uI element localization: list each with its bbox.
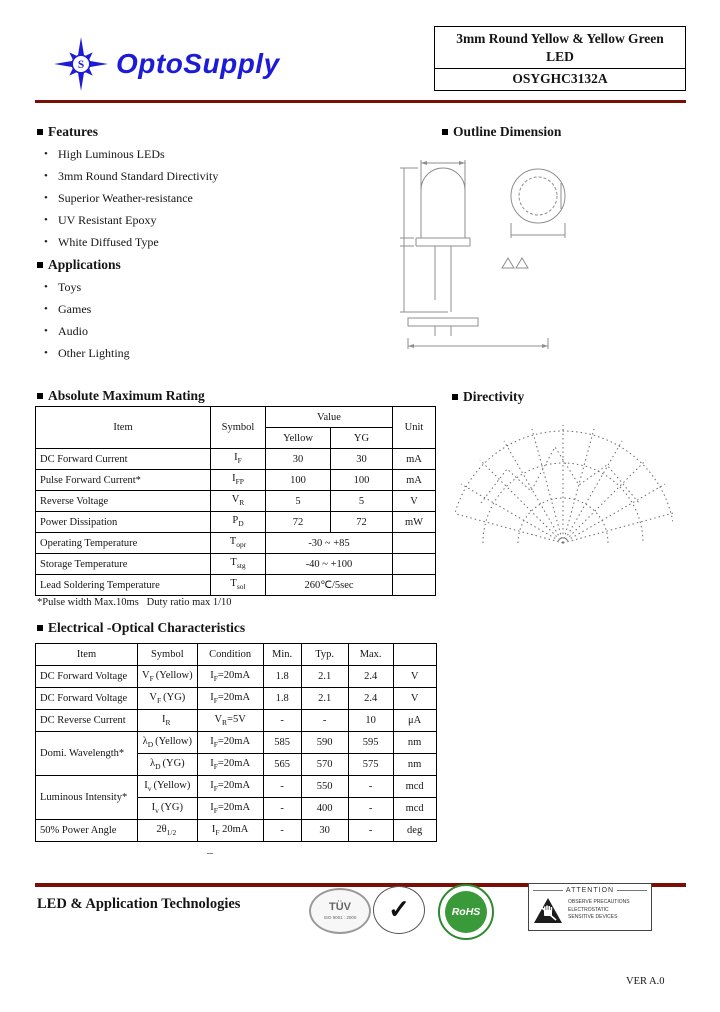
feature-text: White Diffused Type — [58, 234, 159, 249]
applications-list — [44, 276, 130, 364]
col-header-typ: Typ. — [301, 644, 348, 666]
cell-condition: $I_F=20mA$ — [197, 732, 263, 754]
square-bullet-icon — [452, 394, 458, 400]
cell-unit: nm — [393, 754, 436, 776]
cell-condition: $I_F=20mA$ — [197, 688, 263, 710]
features-heading-label: Features — [48, 124, 98, 139]
attention-line: ELECTROSTATIC — [568, 906, 609, 913]
col-header-unit — [393, 644, 436, 666]
cell-symbol: $T_{sol}$ — [211, 575, 266, 596]
cell-item: Power Dissipation — [36, 512, 211, 533]
cell-unit: mA — [393, 470, 436, 491]
col-header-symbol: Symbol — [211, 407, 266, 449]
cell-unit: V — [393, 491, 436, 512]
bullet-icon: • — [44, 192, 48, 204]
cell-unit: μA — [393, 710, 436, 732]
outline-heading-label: Outline Dimension — [453, 124, 562, 139]
cell-min: 1.8 — [263, 688, 301, 710]
list-item — [44, 342, 130, 364]
attention-box — [528, 883, 652, 931]
cell-max: 575 — [348, 754, 393, 776]
cell-min: 1.8 — [263, 666, 301, 688]
outline-dimension-drawing — [388, 150, 666, 358]
cell-typ: 2.1 — [301, 688, 348, 710]
cell-symbol: $\lambda_D$ (YG) — [138, 754, 198, 776]
cell-unit: V — [393, 688, 436, 710]
cell-symbol: $I_{FP}$ — [211, 470, 266, 491]
list-item — [44, 276, 130, 298]
checkmark-icon: ✓ — [388, 895, 410, 924]
application-text: Toys — [58, 279, 82, 294]
cell-unit: mcd — [393, 798, 436, 820]
cell-max: 2.4 — [348, 666, 393, 688]
cell-symbol: $I_R$ — [138, 710, 198, 732]
table-row — [36, 732, 437, 754]
table-row — [36, 820, 437, 842]
bullet-icon: • — [44, 347, 48, 359]
cell-min: - — [263, 798, 301, 820]
cell-item: Domi. Wavelength* — [36, 732, 138, 776]
cell-item: Pulse Forward Current* — [36, 470, 211, 491]
col-header-max: Max. — [348, 644, 393, 666]
cell-min: - — [263, 776, 301, 798]
list-item — [44, 231, 218, 253]
cell-typ: - — [301, 710, 348, 732]
cell-item: Luminous Intensity* — [36, 776, 138, 820]
version-label: VER A.0 — [626, 976, 665, 987]
cell-symbol: $V_R$ — [211, 491, 266, 512]
absmax-footnote: *Pulse width Max.10ms Duty ratio max 1/10 — [37, 597, 232, 608]
cell-value: 260℃/5sec — [266, 575, 393, 596]
logo-wordmark: OptoSupply — [116, 48, 280, 79]
cell-item: Lead Soldering Temperature — [36, 575, 211, 596]
table-row — [36, 554, 436, 575]
quality-check-badge — [373, 886, 425, 934]
cell-max: - — [348, 820, 393, 842]
cell-value: -40 ~ +100 — [266, 554, 393, 575]
rohs-label: RoHS — [445, 891, 487, 933]
cell-symbol: $P_D$ — [211, 512, 266, 533]
bullet-icon: • — [44, 170, 48, 182]
cell-symbol: $I_v$ (YG) — [138, 798, 198, 820]
cell-item: DC Forward Voltage — [36, 666, 138, 688]
absolute-maximum-rating-table — [35, 406, 436, 596]
cell-unit: V — [393, 666, 436, 688]
cell-item: 50% Power Angle — [36, 820, 138, 842]
table-row — [36, 533, 436, 554]
col-header-value: Value — [266, 407, 393, 428]
cell-max: - — [348, 798, 393, 820]
square-bullet-icon — [37, 129, 43, 135]
electrical-optical-table — [35, 643, 437, 842]
col-header-min: Min. — [263, 644, 301, 666]
cell-min: 565 — [263, 754, 301, 776]
application-text: Audio — [58, 323, 88, 338]
list-item — [44, 298, 130, 320]
cell-typ: 570 — [301, 754, 348, 776]
cell-condition: $I_F$ 20mA — [197, 820, 263, 842]
table-header-row — [36, 644, 437, 666]
col-header-condition: Condition — [197, 644, 263, 666]
col-header-yellow: Yellow — [266, 428, 331, 449]
attention-header — [533, 887, 647, 894]
cell-yg: 100 — [331, 470, 393, 491]
application-text: Games — [58, 301, 92, 316]
title-line-1: 3mm Round Yellow & Yellow Green — [456, 31, 664, 46]
attention-body — [533, 897, 647, 924]
cell-value: -30 ~ +85 — [266, 533, 393, 554]
list-item — [44, 165, 218, 187]
application-text: Other Lighting — [58, 345, 130, 360]
bullet-icon: • — [44, 303, 48, 315]
cell-typ: 400 — [301, 798, 348, 820]
cell-typ: 2.1 — [301, 666, 348, 688]
cell-min: 585 — [263, 732, 301, 754]
directivity-pattern — [455, 407, 673, 549]
absmax-heading-label: Absolute Maximum Rating — [48, 388, 205, 403]
cell-symbol: $V_F$ (YG) — [138, 688, 198, 710]
cell-condition: $I_F=20mA$ — [197, 666, 263, 688]
applications-heading — [37, 257, 121, 273]
cell-unit — [393, 554, 436, 575]
cell-typ: 590 — [301, 732, 348, 754]
cell-item: DC Forward Current — [36, 449, 211, 470]
cell-max: - — [348, 776, 393, 798]
company-logo — [54, 33, 280, 95]
cell-yellow: 100 — [266, 470, 331, 491]
applications-heading-label: Applications — [48, 257, 121, 272]
table-row — [36, 491, 436, 512]
cell-yellow: 5 — [266, 491, 331, 512]
bullet-icon: • — [44, 236, 48, 248]
square-bullet-icon — [442, 129, 448, 135]
square-bullet-icon — [37, 625, 43, 631]
attention-line: SENSITIVE DEVICES — [568, 914, 618, 921]
cell-item: Reverse Voltage — [36, 491, 211, 512]
features-heading — [37, 124, 98, 140]
col-header-unit: Unit — [393, 407, 436, 449]
rohs-compliance-badge — [438, 884, 494, 940]
cell-condition: $I_F=20mA$ — [197, 798, 263, 820]
cell-max: 10 — [348, 710, 393, 732]
feature-text: UV Resistant Epoxy — [58, 212, 157, 227]
tuv-label: TÜV — [329, 901, 351, 913]
col-header-item: Item — [36, 407, 211, 449]
cell-unit — [393, 575, 436, 596]
table-row — [36, 449, 436, 470]
table-row — [36, 688, 437, 710]
table-row — [36, 710, 437, 732]
directivity-heading-label: Directivity — [463, 389, 525, 404]
cell-min: - — [263, 710, 301, 732]
cell-unit: mcd — [393, 776, 436, 798]
tuv-iso-label: ISO 9001 : 2000 — [323, 915, 357, 920]
cell-typ: 550 — [301, 776, 348, 798]
absolute-maximum-rating-heading — [37, 388, 205, 404]
cell-symbol: $2\theta_{1/2}$ — [138, 820, 198, 842]
cell-yg: 72 — [331, 512, 393, 533]
cell-max: 2.4 — [348, 688, 393, 710]
title-line-2: LED — [546, 48, 574, 64]
feature-text: 3mm Round Standard Directivity — [58, 168, 219, 183]
attention-line: OBSERVE PRECAUTIONS — [568, 899, 630, 906]
logo-monogram: S — [77, 59, 85, 72]
cell-unit: nm — [393, 732, 436, 754]
cell-symbol: $V_F$ (Yellow) — [138, 666, 198, 688]
cell-typ: 30 — [301, 820, 348, 842]
optosupply-star-icon — [54, 33, 108, 95]
bullet-icon: • — [44, 214, 48, 226]
table-row — [36, 470, 436, 491]
title-box — [434, 26, 686, 91]
cell-symbol: $T_{stg}$ — [211, 554, 266, 575]
attention-text — [568, 899, 630, 922]
outline-dimension-heading — [442, 124, 561, 140]
cell-unit: mA — [393, 449, 436, 470]
header-rule — [35, 100, 686, 103]
cell-yg: 5 — [331, 491, 393, 512]
cell-yellow: 72 — [266, 512, 331, 533]
cell-max: 595 — [348, 732, 393, 754]
feature-text: Superior Weather-resistance — [58, 190, 193, 205]
cell-condition: $I_F=20mA$ — [197, 754, 263, 776]
cell-item: DC Reverse Current — [36, 710, 138, 732]
product-title — [434, 26, 686, 69]
cell-condition: $I_F=20mA$ — [197, 776, 263, 798]
divider — [617, 890, 647, 891]
cell-symbol: $I_v$ (Yellow) — [138, 776, 198, 798]
cell-condition: $V_R=5V$ — [197, 710, 263, 732]
col-header-yg: YG — [331, 428, 393, 449]
divider — [533, 890, 563, 891]
table-row — [36, 575, 436, 596]
eo-heading-label: Electrical -Optical Characteristics — [48, 620, 246, 635]
list-item — [44, 143, 218, 165]
square-bullet-icon — [37, 393, 43, 399]
list-item — [44, 187, 218, 209]
tuv-certification-badge — [309, 888, 371, 934]
cell-symbol: $\lambda_D$ (Yellow) — [138, 732, 198, 754]
cell-unit: deg — [393, 820, 436, 842]
cell-item: Storage Temperature — [36, 554, 211, 575]
cell-yellow: 30 — [266, 449, 331, 470]
bullet-icon: • — [44, 148, 48, 160]
table-row — [36, 512, 436, 533]
cell-item: DC Forward Voltage — [36, 688, 138, 710]
cell-min: - — [263, 820, 301, 842]
cell-symbol: $T_{opr}$ — [211, 533, 266, 554]
cell-yg: 30 — [331, 449, 393, 470]
part-number: OSYGHC3132A — [434, 69, 686, 91]
list-item — [44, 320, 130, 342]
esd-warning-icon — [533, 897, 563, 924]
cell-item: Operating Temperature — [36, 533, 211, 554]
bullet-icon: • — [44, 281, 48, 293]
square-bullet-icon — [37, 262, 43, 268]
col-header-symbol: Symbol — [138, 644, 198, 666]
page-marker: – — [207, 845, 213, 859]
bullet-icon: • — [44, 325, 48, 337]
electrical-optical-heading — [37, 620, 245, 636]
cell-symbol: $I_F$ — [211, 449, 266, 470]
table-row — [36, 666, 437, 688]
footer-tagline: LED & Application Technologies — [37, 896, 241, 912]
table-header-row — [36, 407, 436, 428]
cell-unit — [393, 533, 436, 554]
attention-title: ATTENTION — [565, 887, 615, 894]
list-item — [44, 209, 218, 231]
col-header-item: Item — [36, 644, 138, 666]
directivity-heading — [452, 389, 524, 405]
table-row — [36, 776, 437, 798]
feature-text: High Luminous LEDs — [58, 146, 165, 161]
features-list — [44, 143, 218, 253]
cell-unit: mW — [393, 512, 436, 533]
